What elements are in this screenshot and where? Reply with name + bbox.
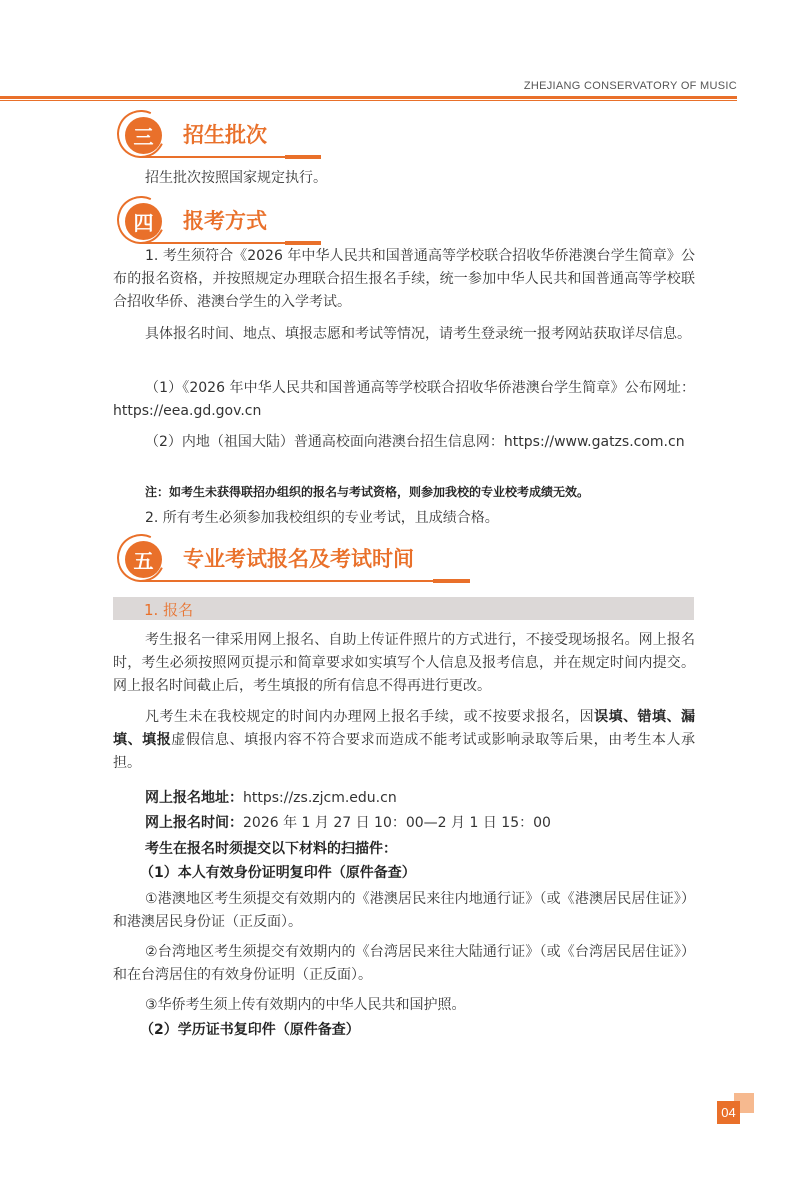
paragraph: ③华侨考生须上传有效期内的中华人民共和国护照。 <box>145 997 466 1013</box>
text: 凡考生未在我校规定的时间内办理网上报名手续，或不按要求报名，因 <box>145 709 595 725</box>
page-number: 04 <box>717 1101 740 1124</box>
registration-url-row <box>145 787 695 810</box>
section-title: 报考方式 <box>183 208 267 233</box>
section-number-badge: 四 <box>125 203 162 240</box>
section-number-badge: 三 <box>125 117 162 154</box>
registration-time-row <box>145 812 695 835</box>
header-divider-thin <box>0 100 737 101</box>
section-heading-5 <box>113 534 513 586</box>
time-value: 2026 年 1 月 27 日 10：00—2 月 1 日 15：00 <box>243 815 551 831</box>
emphasis-text: 误填、错填、漏填、填报 <box>113 709 696 748</box>
heading-underline <box>141 580 433 582</box>
subsection-bar <box>113 597 694 620</box>
heading-underline <box>141 156 285 158</box>
registration-url-link[interactable]: https://zs.zjcm.edu.cn <box>243 790 397 806</box>
item-title: （1）本人有效身份证明复印件（原件备查） <box>140 865 416 881</box>
time-label: 网上报名时间： <box>145 815 243 831</box>
paragraph: （2）内地（祖国大陆）普通高校面向港澳台招生信息网：https://www.gatzs.com.cn <box>145 434 685 450</box>
text: 虚假信息、填报内容不符合要求而造成不能考试或影响录取等后果，由考生本人承担。 <box>113 732 696 771</box>
paragraph: 考生报名一律采用网上报名、自助上传证件照片的方式进行，不接受现场报名。网上报名时，考生必须按照网页提示和简章要求如实填写个人信息及报考信息，并在规定时间内提交。网上报名时间截止后，考生填报的所有信息不得再进行更改。 <box>113 632 695 694</box>
url-label: 网上报名地址： <box>145 790 243 806</box>
materials-intro: 考生在报名时须提交以下材料的扫描件： <box>145 841 397 857</box>
section-heading-3 <box>113 110 513 162</box>
header-divider-thick <box>0 96 737 99</box>
section-number-badge: 五 <box>125 541 162 578</box>
paragraph: 招生批次按照国家规定执行。 <box>145 170 327 186</box>
paragraph: ②台湾地区考生须提交有效期内的《台湾居民来往大陆通行证》（或《台湾居民居住证》）和在台湾居住的有效身份证明（正反面）。 <box>113 944 695 983</box>
subsection-label: 1. 报名 <box>144 601 194 619</box>
paragraph: 1. 考生须符合《2026 年中华人民共和国普通高等学校联合招收华侨港澳台学生简章》公布的报名资格，并按照规定办理联合招生报名手续，统一参加中华人民共和国普通高等学校联合招收华侨、港澳台学生的入学考试。 <box>113 248 695 310</box>
paragraph: 具体报名时间、地点、填报志愿和考试等情况，请考生登录统一报考网站获取详尽信息。 <box>145 326 691 342</box>
heading-underline <box>141 242 285 244</box>
header-title: ZHEJIANG CONSERVATORY OF MUSIC <box>523 80 737 92</box>
paragraph <box>113 706 695 775</box>
paragraph: 2. 所有考生必须参加我校组织的专业考试，且成绩合格。 <box>145 510 499 526</box>
section-heading-4 <box>113 196 513 248</box>
heading-underline-accent <box>285 155 321 159</box>
paragraph: （1）《2026 年中华人民共和国普通高等学校联合招收华侨港澳台学生简章》公布网址：https://eea.gd.gov.cn <box>113 380 695 419</box>
paragraph: ①港澳地区考生须提交有效期内的《港澳居民来往内地通行证》（或《港澳居民居住证》）和港澳居民身份证（正反面）。 <box>113 891 695 930</box>
section-title: 专业考试报名及考试时间 <box>183 546 414 571</box>
item-title: （2）学历证书复印件（原件备查） <box>140 1022 360 1038</box>
note-text: 注：如考生未获得联招办组织的报名与考试资格，则参加我校的专业校考成绩无效。 <box>145 485 590 499</box>
section-title: 招生批次 <box>183 122 267 147</box>
heading-underline-accent <box>433 579 470 583</box>
